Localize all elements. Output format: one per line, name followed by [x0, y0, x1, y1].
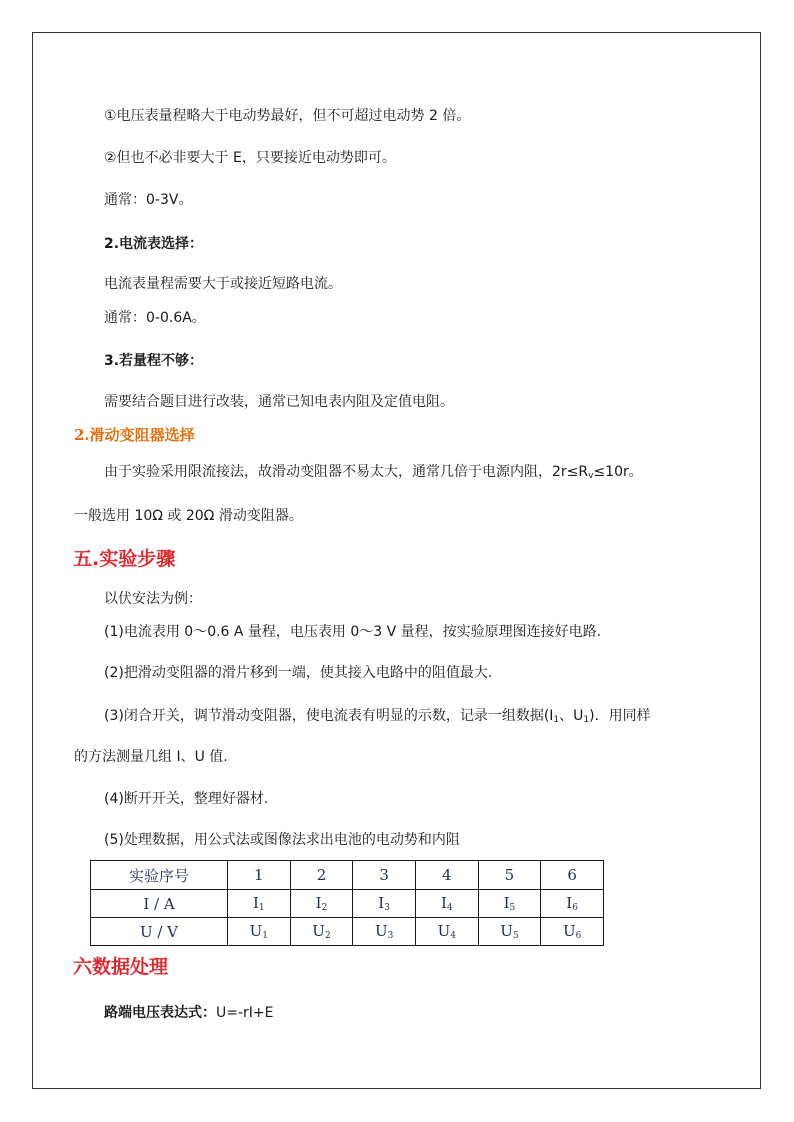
table-cell: $I_3$: [353, 890, 416, 918]
text-line-5: 通常：0-0.6A。: [104, 310, 206, 326]
table-row: [91, 890, 604, 918]
table-cell: 6: [541, 861, 604, 890]
step-3: (3)闭合开关，调节滑动变阻器，使电流表有明显的示数，记录一组数据($I_1$、$U_1$)．用同样: [104, 708, 651, 725]
table-cell: 5: [478, 861, 541, 890]
data-table: [90, 860, 604, 946]
table-cell: 3: [353, 861, 416, 890]
table-cell: $U_1$: [228, 918, 291, 946]
formula-line: 路端电压表达式：U=-rI+E: [104, 1005, 274, 1021]
table-cell: $I_5$: [478, 890, 541, 918]
step-5: (5)处理数据，用公式法或图像法求出电池的电动势和内阻: [104, 832, 460, 848]
text-line-8: 一般选用 10Ω 或 20Ω 滑动变阻器。: [74, 508, 303, 524]
text-line-2: ②但也不必非要大于 E，只要接近电动势即可。: [104, 150, 396, 166]
section-heading-rheostat: 2.滑动变阻器选择: [74, 426, 195, 444]
subheading-ammeter: 2.电流表选择：: [104, 236, 204, 252]
table-cell: 实验序号: [91, 861, 228, 890]
table-cell: 4: [415, 861, 478, 890]
section-heading-data-processing: 六数据处理: [73, 956, 169, 978]
table-cell: $U_6$: [541, 918, 604, 946]
table-cell: $I_4$: [415, 890, 478, 918]
subheading-range: 3.若量程不够：: [104, 353, 204, 369]
table-cell: $I_2$: [290, 890, 353, 918]
table-cell: $U_4$: [415, 918, 478, 946]
step-2: (2)把滑动变阻器的滑片移到一端，使其接入电路中的阻值最大.: [104, 665, 493, 681]
table-cell: $U_5$: [478, 918, 541, 946]
text-line-7: 由于实验采用限流接法，故滑动变阻器不易太大，通常几倍于电源内阻，$2r\le R_v\le 10r$。: [104, 464, 643, 481]
text-line-6: 需要结合题目进行改装，通常已知电表内阻及定值电阻。: [104, 394, 454, 410]
table-cell: 2: [290, 861, 353, 890]
table-header-row: [91, 861, 604, 890]
table-row: [91, 918, 604, 946]
step-3-continued: 的方法测量几组 I、U 值.: [74, 749, 228, 765]
text-line-3: 通常：0-3V。: [104, 192, 193, 208]
table-cell: $U_3$: [353, 918, 416, 946]
table-cell: $U_2$: [290, 918, 353, 946]
table-cell: $I_1$: [228, 890, 291, 918]
text-line-1: ①电压表量程略大于电动势最好，但不可超过电动势 2 倍。: [104, 108, 471, 124]
table-cell: 1: [228, 861, 291, 890]
table-cell: I / A: [91, 890, 228, 918]
step-1: (1)电流表用 0～0.6 A 量程，电压表用 0～3 V 量程，按实验原理图连接好电路.: [104, 624, 602, 640]
table-cell: U / V: [91, 918, 228, 946]
section-heading-steps: 五.实验步骤: [73, 548, 176, 570]
table-cell: $I_6$: [541, 890, 604, 918]
text-line-4: 电流表量程需要大于或接近短路电流。: [104, 276, 342, 292]
step-intro: 以伏安法为例：: [104, 591, 202, 607]
step-4: (4)断开开关，整理好器材.: [104, 791, 269, 807]
